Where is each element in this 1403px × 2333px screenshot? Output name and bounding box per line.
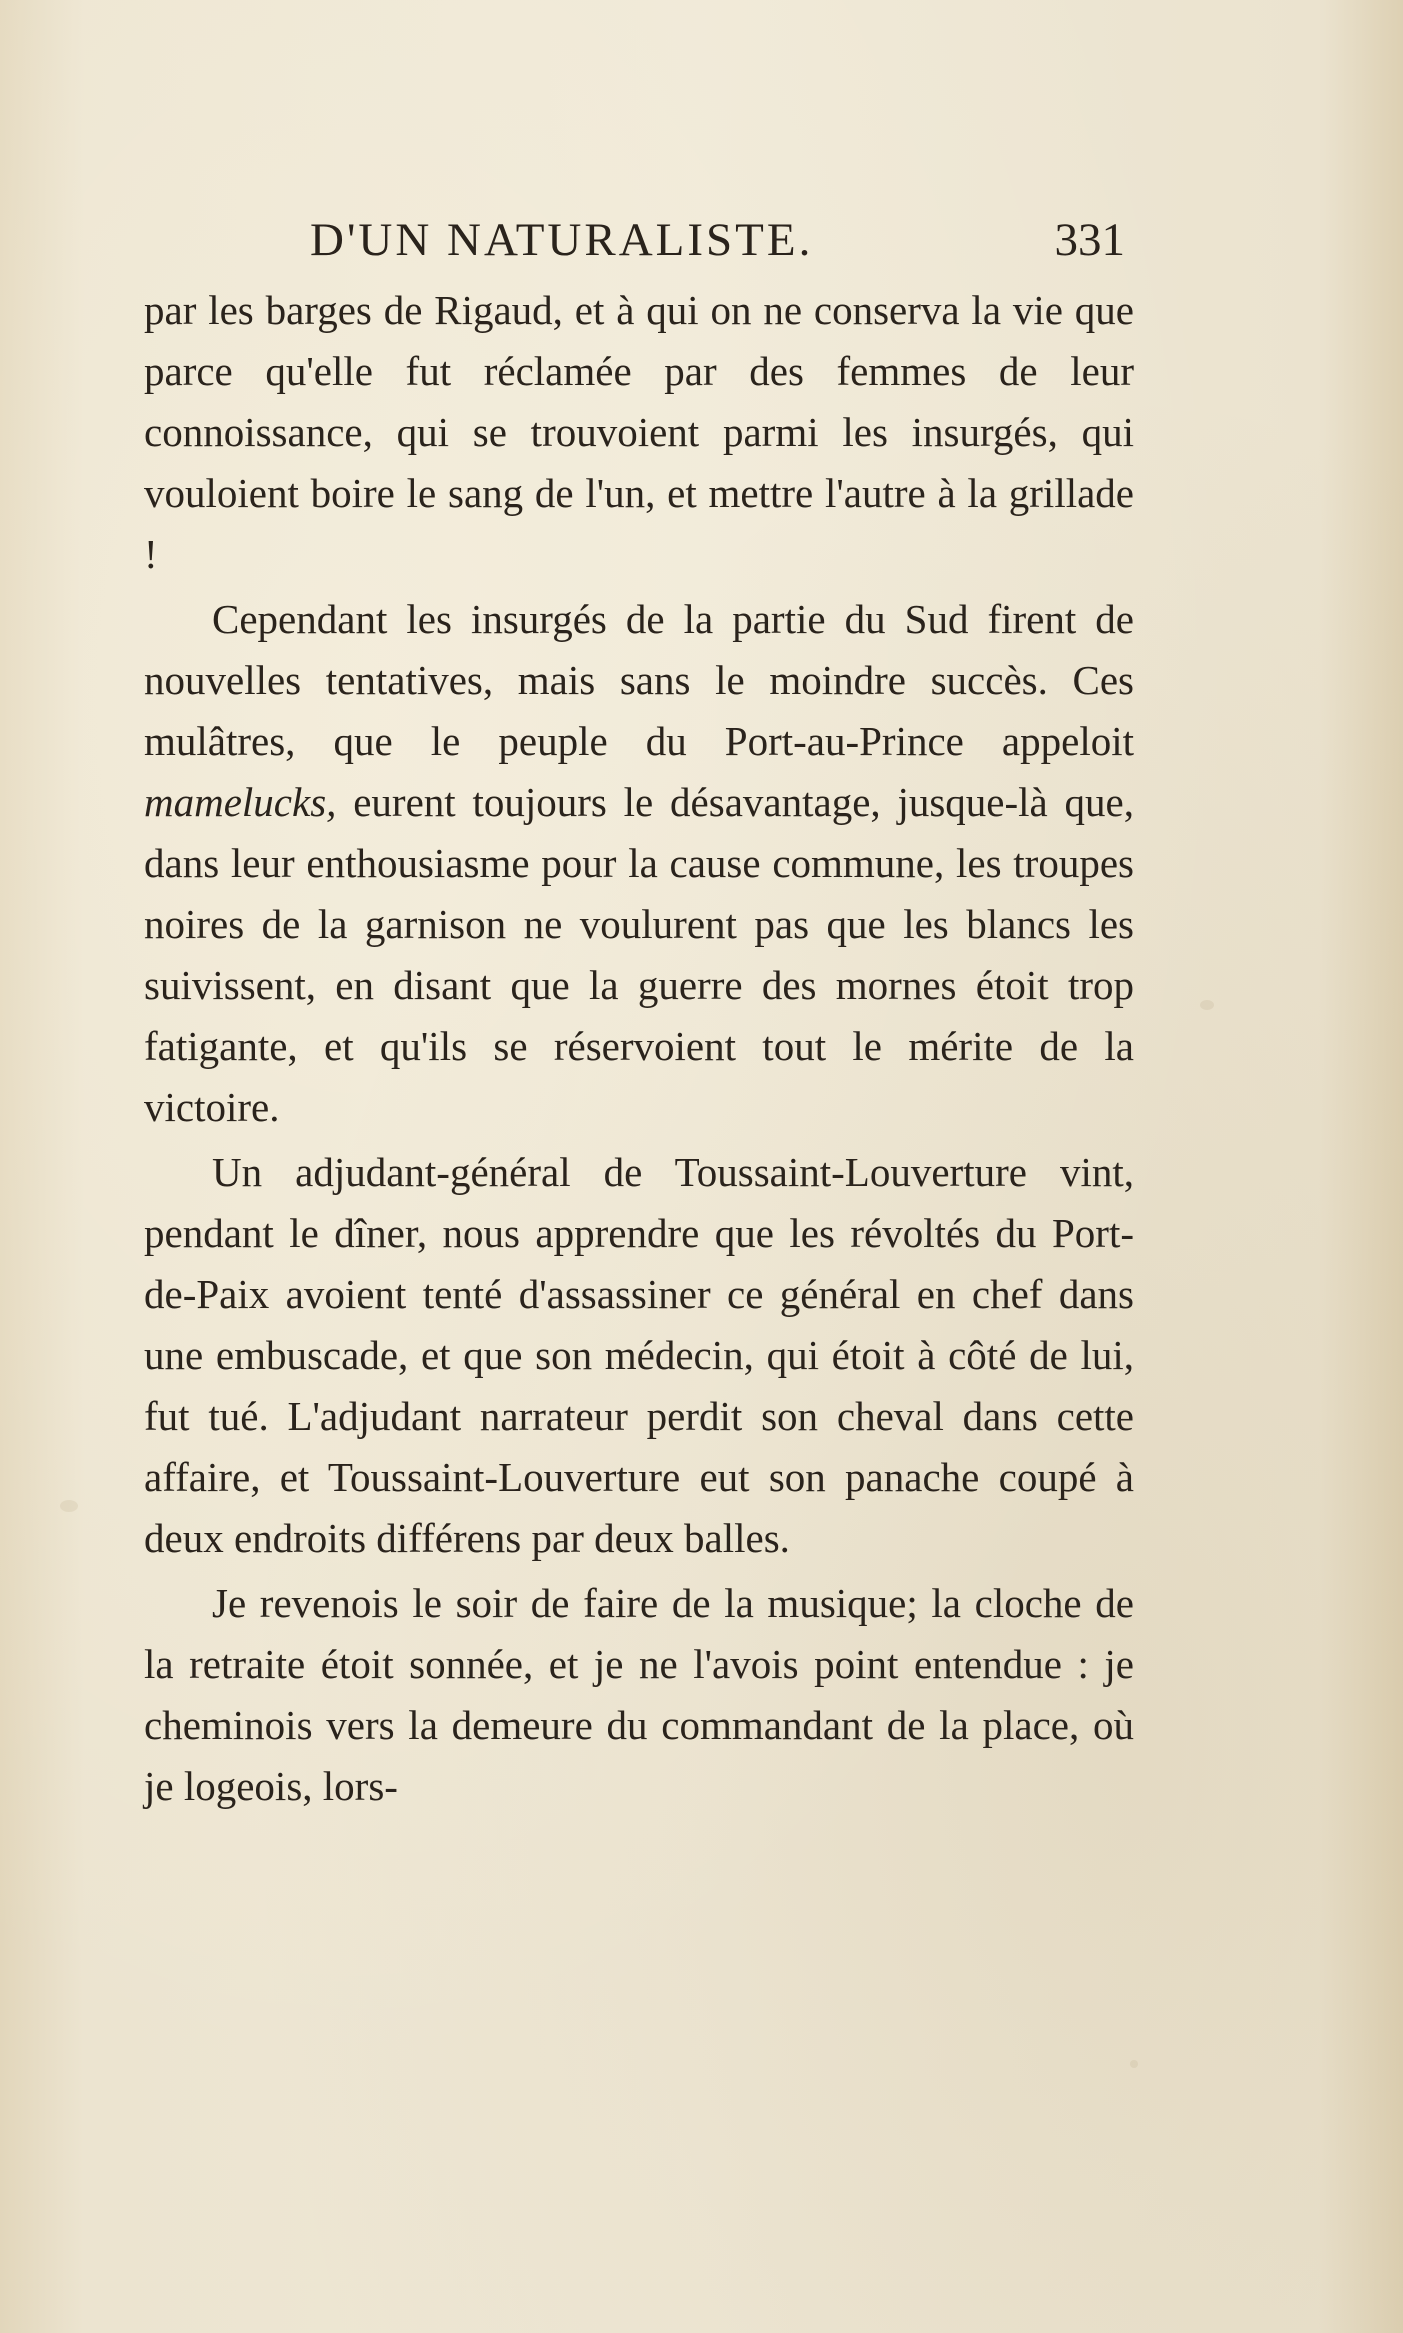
italic-term-mamelucks: mamelucks, xyxy=(144,779,337,825)
paragraph-adjudant: Un adjudant-général de Toussaint-Louverture vint, pendant le dîner, nous apprendre que les révoltés du Port-de-Paix avoient tenté d'assassiner ce général en chef dans une embuscade, et que son médecin, qui étoit à côté de lui, fut tué. L'adjudant narrateur perdit son cheval dans cette affaire, et Toussaint-Louverture eut son panache coupé à deux endroits différens par deux balles. xyxy=(144,1149,1134,1561)
paragraph-musique: Je revenois le soir de faire de la musique; la cloche de la retraite étoit sonnée, et je ne l'avois point entendue : je cheminois vers la demeure du commandant de la place, où je logeois, lors- xyxy=(144,1580,1134,1809)
running-title: D'UN NATURALISTE. xyxy=(310,214,814,266)
paragraph-insurges-start: Cependant les insurgés de la partie du Sud firent de nouvelles tentatives, mais sans le moindre succès. Ces mulâtres, que le peuple du Port-au-Prince appeloit xyxy=(144,596,1134,764)
paragraph-insurges xyxy=(144,589,1134,1138)
paragraph-insurges-end: eurent toujours le désavantage, jusque-là que, dans leur enthousiasme pour la cause commune, les troupes noires de la garnison ne voulurent pas que les blancs les suivissent, en disant que la guerre des mornes étoit trop fatigante, et qu'ils se réservoient tout le mérite de la victoire. xyxy=(144,779,1134,1130)
paper-spot xyxy=(1130,2060,1138,2068)
page-header xyxy=(310,210,1125,270)
paragraph-continuation: par les barges de Rigaud, et à qui on ne conserva la vie que parce qu'elle fut réclamée par des femmes de leur connoissance, qui se trouvoient parmi les insurgés, qui vouloient boire le sang de l'un, et mettre l'autre à la grillade ! xyxy=(144,287,1134,577)
page-number: 331 xyxy=(1054,214,1125,266)
paper-spot xyxy=(60,1500,78,1512)
paper-spot xyxy=(1200,1000,1214,1010)
body-text xyxy=(144,280,1134,1817)
